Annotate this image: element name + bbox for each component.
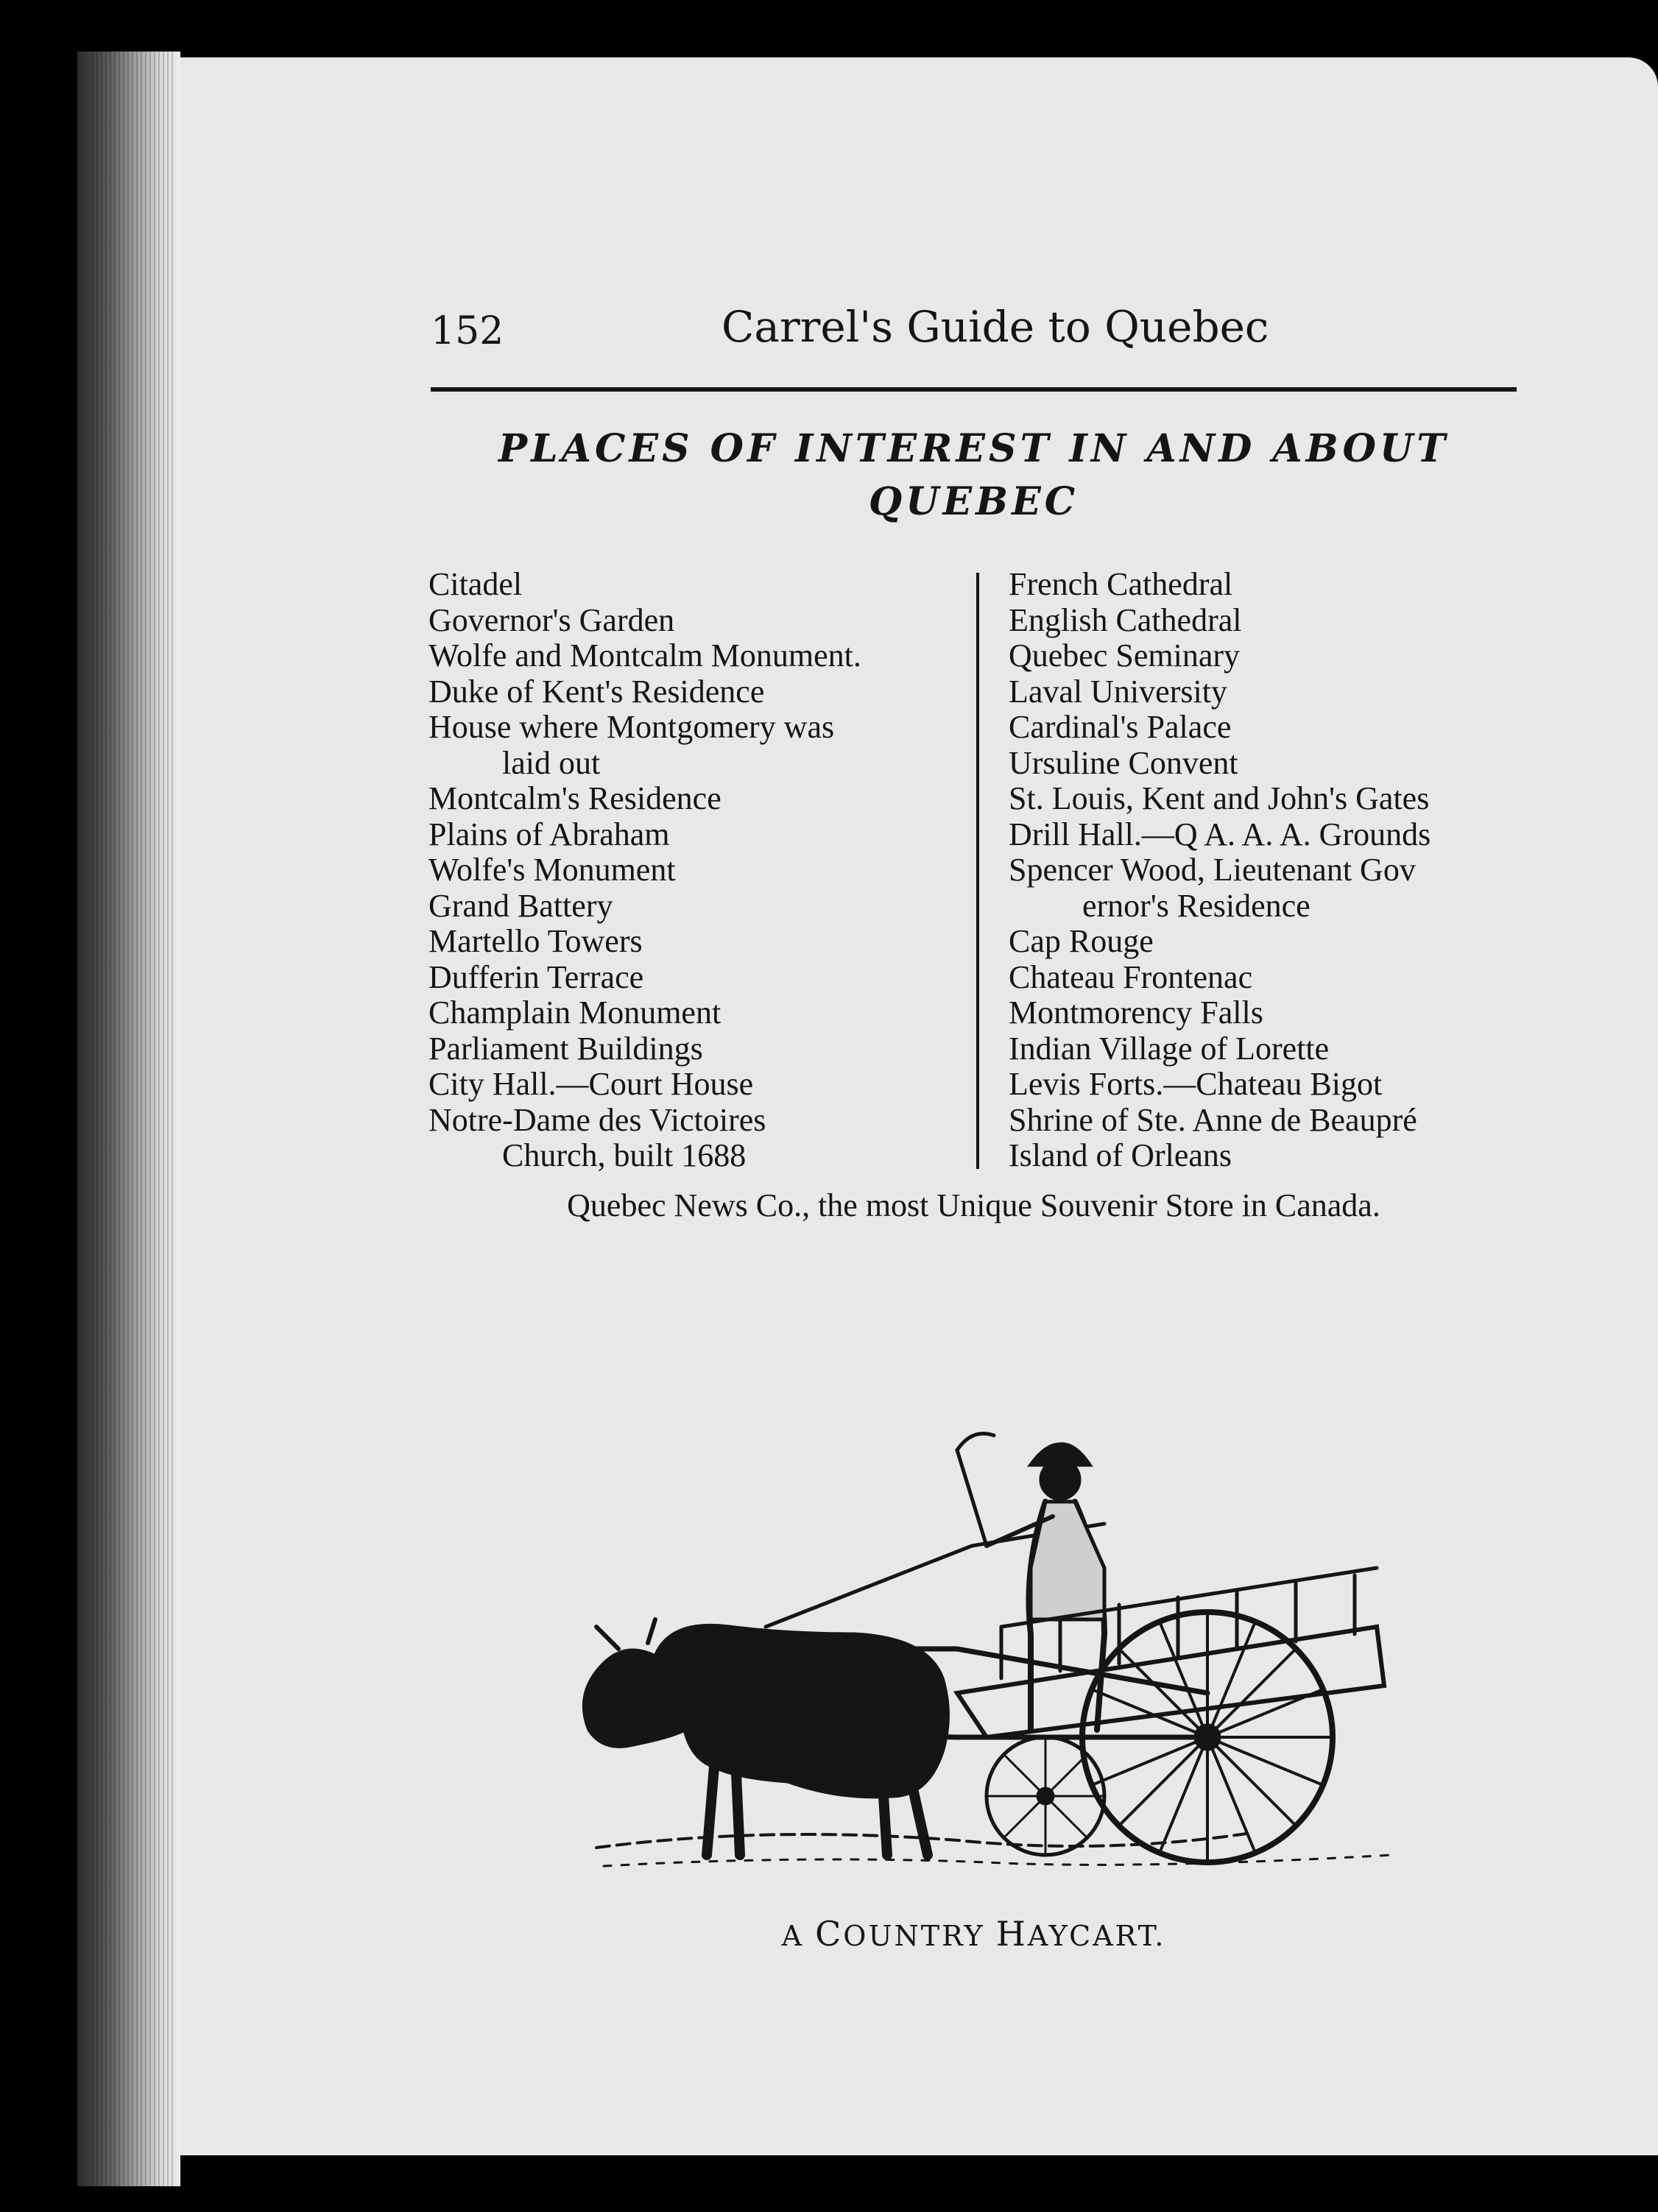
place-entry (428, 1067, 959, 1103)
place-name-continuation: ernor's Residence (1082, 887, 1310, 924)
place-name: Wolfe and Montcalm Monument. (428, 637, 861, 674)
place-name: English Cathedral (1009, 601, 1242, 638)
place-entry (1009, 960, 1539, 996)
place-entry (1009, 603, 1539, 639)
place-name: Plains of Abraham (428, 816, 670, 852)
place-entry (428, 924, 959, 960)
section-heading (431, 423, 1517, 529)
place-entry (428, 1031, 959, 1067)
place-name: Montmorency Falls (1009, 994, 1263, 1031)
place-entry (428, 995, 959, 1031)
place-name: Champlain Monument (428, 994, 722, 1031)
place-entry (1009, 1103, 1539, 1139)
place-entry (1009, 710, 1539, 746)
place-entry (428, 1103, 959, 1174)
place-entry (1009, 746, 1539, 782)
places-list-right (1009, 567, 1539, 1174)
place-entry (428, 674, 959, 710)
place-entry (428, 888, 959, 925)
place-entry (428, 817, 959, 853)
place-entry (428, 852, 959, 888)
place-name: Ursuline Convent (1009, 744, 1238, 781)
place-name: Island of Orleans (1009, 1137, 1232, 1173)
place-name: Dufferin Terrace (428, 958, 644, 995)
place-entry (1009, 995, 1539, 1031)
places-list-left (428, 567, 959, 1174)
place-name: St. Louis, Kent and John's Gates (1009, 780, 1430, 816)
place-entry (1009, 1138, 1539, 1174)
place-name: Grand Battery (428, 887, 613, 924)
place-name: Shrine of Ste. Anne de Beaupré (1009, 1101, 1417, 1138)
place-name: Spencer Wood, Lieutenant Gov (1009, 852, 1416, 888)
place-name: Chateau Frontenac (1009, 958, 1253, 995)
place-name: Drill Hall.—Q A. A. A. Grounds (1009, 816, 1431, 852)
place-entry (1009, 1067, 1539, 1103)
place-name: Montcalm's Residence (428, 780, 722, 816)
advertisement-line: Quebec News Co., the most Unique Souvenir Store in Canada. (567, 1187, 1380, 1223)
place-entry (1009, 1031, 1539, 1067)
place-name: Notre-Dame des Victoires (428, 1101, 766, 1138)
place-name: Parliament Buildings (428, 1030, 703, 1067)
place-name: Levis Forts.—Chateau Bigot (1009, 1066, 1383, 1102)
place-entry (428, 603, 959, 639)
place-entry (428, 781, 959, 817)
page-number: 152 (431, 309, 504, 353)
place-name-continuation: Church, built 1688 (502, 1137, 747, 1173)
place-name: Cap Rouge (1009, 923, 1154, 959)
column-divider (976, 573, 979, 1169)
place-entry (428, 638, 959, 674)
header-rule (431, 387, 1517, 392)
place-name: Duke of Kent's Residence (428, 673, 765, 710)
place-entry (1009, 924, 1539, 960)
illustration-caption: A COUNTRY HAYCART. (781, 1914, 1166, 1954)
place-name: Wolfe's Monument (428, 852, 676, 888)
place-name: Governor's Garden (428, 601, 675, 638)
place-name: French Cathedral (1009, 566, 1233, 602)
running-title: Carrel's Guide to Quebec (722, 302, 1269, 352)
place-name: Indian Village of Lorette (1009, 1030, 1330, 1067)
place-entry (1009, 817, 1539, 853)
place-entry (1009, 674, 1539, 710)
place-name: House where Montgomery was (428, 709, 835, 745)
place-name: Laval University (1009, 673, 1227, 710)
place-entry (1009, 638, 1539, 674)
place-entry (428, 960, 959, 996)
page-header (431, 302, 1517, 368)
haycart-illustration (545, 1384, 1399, 1914)
place-name-continuation: laid out (502, 744, 601, 781)
place-entry (1009, 852, 1539, 924)
place-name: City Hall.—Court House (428, 1066, 754, 1102)
place-entry (428, 567, 959, 603)
place-name: Citadel (428, 566, 523, 602)
place-name: Quebec Seminary (1009, 637, 1240, 674)
book-page-edges (77, 52, 180, 2186)
place-entry (1009, 781, 1539, 817)
heading-line-1: PLACES OF INTEREST IN AND ABOUT (498, 426, 1450, 471)
place-name: Martello Towers (428, 923, 643, 959)
place-name: Cardinal's Palace (1009, 709, 1232, 745)
heading-line-2: QUEBEC (868, 479, 1079, 524)
place-entry (428, 710, 959, 781)
place-entry (1009, 567, 1539, 603)
